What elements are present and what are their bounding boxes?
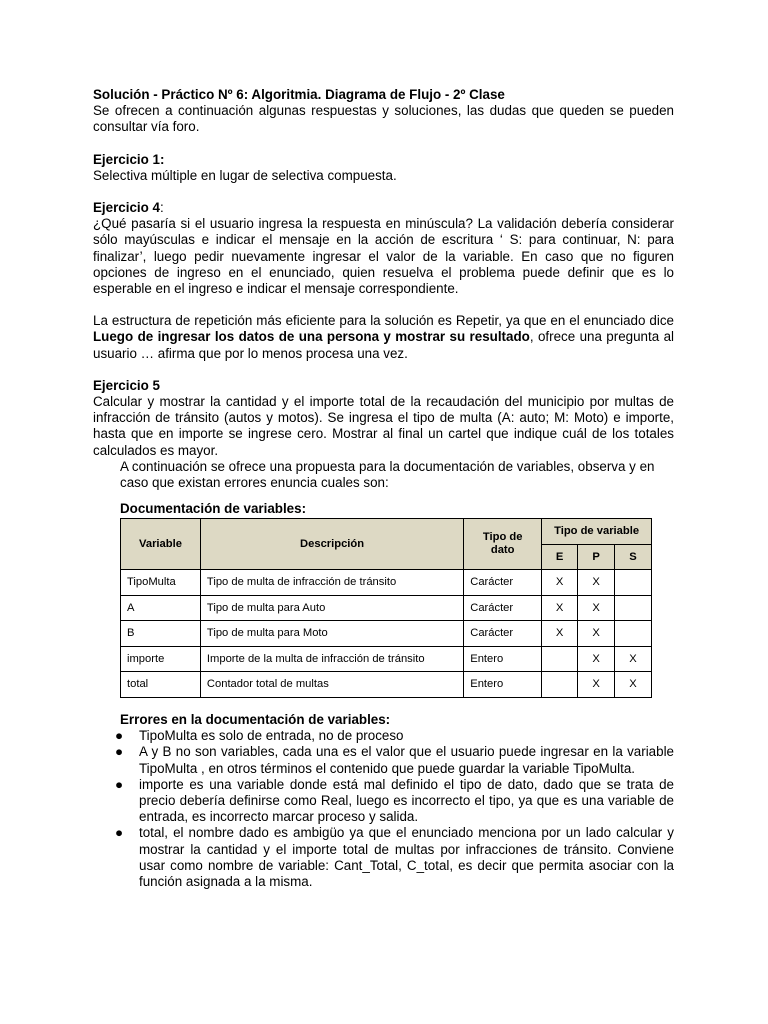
header-descripcion: Descripción <box>200 519 463 570</box>
bullet-icon: ● <box>115 744 124 760</box>
intro-paragraph: Se ofrecen a continuación algunas respuestas y soluciones, las dudas que queden se pueden consultar vía foro. <box>93 103 674 135</box>
list-item <box>93 728 674 744</box>
header-p: P <box>578 545 615 570</box>
header-variable: Variable <box>121 519 201 570</box>
list-item <box>93 744 674 776</box>
header-s: S <box>615 545 652 570</box>
cell-e: X <box>542 595 578 621</box>
cell-e <box>542 646 578 672</box>
bullet-icon: ● <box>115 776 124 792</box>
list-item <box>93 777 674 826</box>
ej5-heading: Ejercicio 5 <box>93 377 160 393</box>
variables-doc-title: Documentación de variables: <box>120 501 307 517</box>
ej1-heading: Ejercicio 1: <box>93 151 165 167</box>
ej4-text: ¿Qué pasaría si el usuario ingresa la respuesta en minúscula? La validación debería considerar sólo mayúsculas e indicar el mensaje en la acción de escritura ‘ S: para continuar, N: para finalizar’, luego pedir nuevamente ingresar el valor de la variable. En caso que no figuren opciones de ingreso en el enunciado, quien resuelva el problema puede definir que es lo esperable en el ingreso e indicar el mensaje correspondiente. <box>93 216 674 297</box>
error-text: importe es una variable donde está mal definido el tipo de dato, dado que se trata de precio debería definirse como Real, luego es incorrecto el tipo, ya que es una variable de entrada, es incorrecto marcar proceso y salida. <box>139 776 674 825</box>
cell-e: X <box>542 621 578 647</box>
cell-p: X <box>578 646 615 672</box>
table-row <box>121 621 652 647</box>
cell-descripcion: Importe de la multa de infracción de tránsito <box>200 646 463 672</box>
ej4-p2-before: La estructura de repetición más eficiente para la solución es Repetir, ya que en el enunciado dice <box>93 313 674 329</box>
header-tipo-dato: Tipo de dato <box>464 519 542 570</box>
bullet-icon: ● <box>115 728 124 744</box>
ej4-p2-after: , ofrece una pregunta al usuario … afirma que por lo menos procesa una vez. <box>93 329 674 361</box>
error-text: A y B no son variables, cada una es el valor que el usuario puede ingresar en la variable TipoMulta , en otros términos el contenido que puede guardar la variable TipoMulta. <box>139 744 674 776</box>
cell-tipo: Entero <box>464 672 542 698</box>
cell-p: X <box>578 672 615 698</box>
ej5-text: Calcular y mostrar la cantidad y el importe total de la recaudación del municipio por multas de infracción de tránsito (autos y motos). Se ingresa el tipo de multa (A: auto; M: Moto) e importe, hasta que en importe se ingrese cero. Mostrar al final un cartel que indique cuál de los totales calculados es mayor. <box>93 394 674 458</box>
ej4-p2-bold: Luego de ingresar los datos de una persona y mostrar su resultado <box>93 329 530 345</box>
ej4-heading: Ejercicio 4 <box>93 200 160 216</box>
cell-e <box>542 672 578 698</box>
ej4-heading-line <box>93 200 674 216</box>
cell-variable: TipoMulta <box>121 570 201 596</box>
cell-s <box>615 595 652 621</box>
bullet-icon: ● <box>115 825 124 841</box>
header-e: E <box>542 545 578 570</box>
cell-s <box>615 570 652 596</box>
cell-p: X <box>578 570 615 596</box>
cell-variable: total <box>121 672 201 698</box>
ej4-paragraph-2 <box>93 313 674 362</box>
errors-list <box>93 728 674 890</box>
error-text: total, el nombre dado es ambigüo ya que el enunciado menciona por un lado calcular y mostrar la cantidad y el importe total de multas por infracciones de tránsito. Conviene usar como nombre de variable: Cant_Total, C_total, es decir que permita asociar con la función asignada a la misma. <box>139 825 674 889</box>
ej4-heading-colon: : <box>160 200 164 216</box>
cell-variable: A <box>121 595 201 621</box>
cell-tipo: Carácter <box>464 621 542 647</box>
cell-variable: B <box>121 621 201 647</box>
cell-e: X <box>542 570 578 596</box>
document-body <box>93 87 674 890</box>
table-row <box>121 646 652 672</box>
error-text: TipoMulta es solo de entrada, no de proceso <box>139 728 404 744</box>
ej5-proposal: A continuación se ofrece una propuesta para la documentación de variables, observa y en caso que existan errores enuncia cuales son: <box>120 458 655 491</box>
table-row <box>121 595 652 621</box>
cell-descripcion: Tipo de multa para Auto <box>200 595 463 621</box>
table-row <box>121 570 652 596</box>
ej1-text: Selectiva múltiple en lugar de selectiva compuesta. <box>93 167 397 183</box>
table-header-row <box>121 519 652 545</box>
errors-title: Errores en la documentación de variables: <box>120 711 391 727</box>
cell-tipo: Carácter <box>464 595 542 621</box>
table-row <box>121 672 652 698</box>
cell-p: X <box>578 621 615 647</box>
cell-s: X <box>615 672 652 698</box>
ej5-proposal-block <box>93 459 674 491</box>
header-tipo-variable: Tipo de variable <box>542 519 652 545</box>
cell-s <box>615 621 652 647</box>
cell-s: X <box>615 646 652 672</box>
cell-descripcion: Contador total de multas <box>200 672 463 698</box>
cell-variable: importe <box>121 646 201 672</box>
cell-tipo: Entero <box>464 646 542 672</box>
cell-tipo: Carácter <box>464 570 542 596</box>
cell-p: X <box>578 595 615 621</box>
list-item <box>93 825 674 890</box>
variables-table <box>120 518 652 698</box>
doc-title: Solución - Práctico Nº 6: Algoritmia. Diagrama de Flujo - 2º Clase <box>93 87 505 102</box>
cell-descripcion: Tipo de multa de infracción de tránsito <box>200 570 463 596</box>
cell-descripcion: Tipo de multa para Moto <box>200 621 463 647</box>
